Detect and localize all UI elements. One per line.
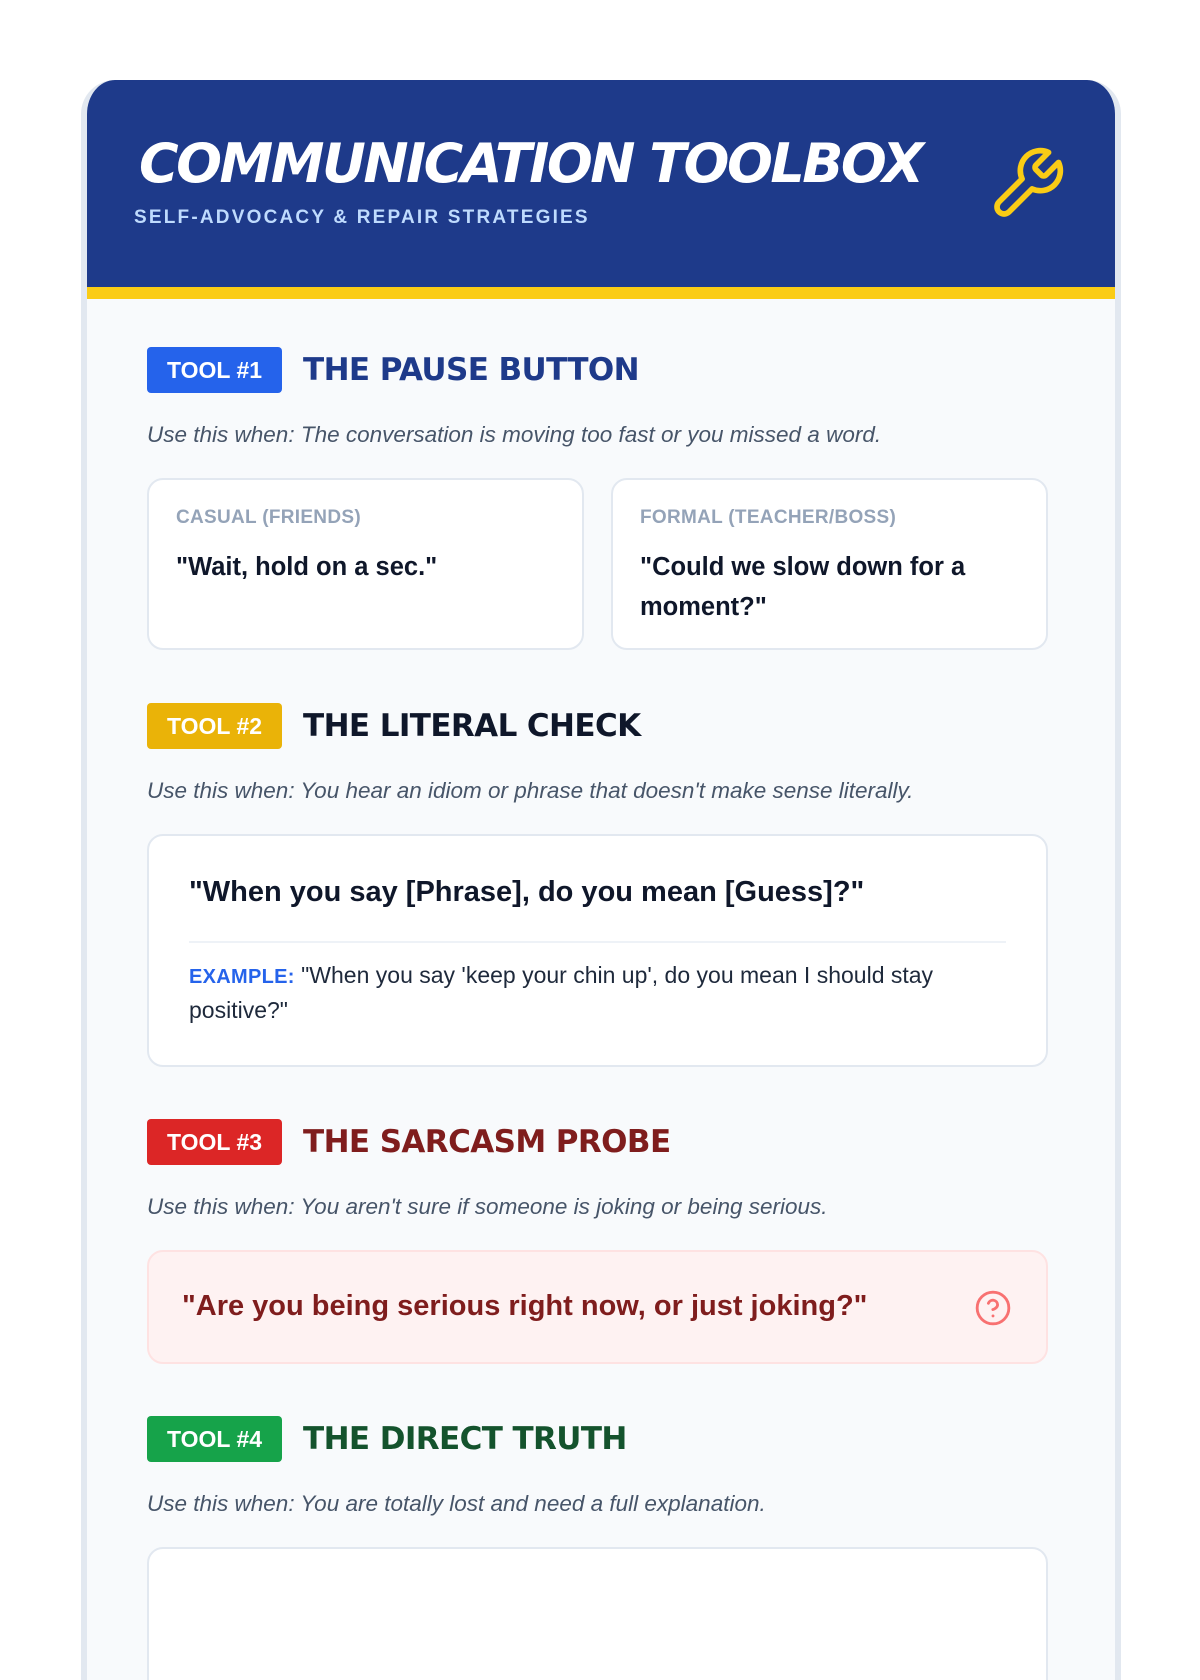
casual-phrase: "Wait, hold on a sec.": [176, 553, 438, 581]
divider: [189, 941, 1006, 943]
formal-phrase: "Could we slow down for a moment?": [640, 553, 966, 621]
tool-3-use-when: Use this when: You aren't sure if someone is joking or being serious.: [147, 1194, 828, 1219]
tool-3-card: [147, 1250, 1048, 1364]
header: [81, 80, 1121, 299]
tool-1-title: THE PAUSE BUTTON: [303, 352, 639, 388]
page-subtitle: SELF-ADVOCACY & REPAIR STRATEGIES: [134, 207, 590, 228]
tool-3-badge: TOOL #3: [147, 1119, 282, 1165]
tool-2-title: THE LITERAL CHECK: [303, 708, 641, 744]
tool-1-casual-card: [147, 478, 584, 650]
casual-label: CASUAL (FRIENDS): [176, 507, 361, 528]
tool-4-header: [147, 1416, 627, 1462]
formal-label: FORMAL (TEACHER/BOSS): [640, 507, 897, 528]
page-title: COMMUNICATION TOOLBOX: [139, 132, 922, 195]
tool-2-header: [147, 703, 641, 749]
tool-4-use-when: Use this when: You are totally lost and need a full explanation.: [147, 1491, 766, 1516]
tool-4-card: [147, 1547, 1048, 1680]
tool-1-use-when: Use this when: The conversation is moving too fast or you missed a word.: [147, 422, 882, 447]
example-text-block: [189, 959, 986, 1027]
literal-check-phrase: "When you say [Phrase], do you mean [Guess]?": [189, 876, 865, 908]
tool-1-header: [147, 347, 639, 393]
wrench-icon: [987, 144, 1067, 224]
tool-2-badge: TOOL #2: [147, 703, 282, 749]
question-circle-icon: [974, 1289, 1012, 1327]
example-text: "When you say 'keep your chin up', do you mean I should stay positive?": [189, 962, 934, 1023]
tool-3-header: [147, 1119, 671, 1165]
tool-1-formal-card: [611, 478, 1048, 650]
tool-1-badge: TOOL #1: [147, 347, 282, 393]
toolbox-card: [81, 80, 1121, 1680]
tool-4-badge: TOOL #4: [147, 1416, 282, 1462]
tool-4-title: THE DIRECT TRUTH: [303, 1421, 627, 1457]
sarcasm-probe-phrase: "Are you being serious right now, or just joking?": [182, 1290, 868, 1322]
example-label: EXAMPLE:: [189, 966, 295, 988]
tool-2-card: [147, 834, 1048, 1067]
tool-2-use-when: Use this when: You hear an idiom or phrase that doesn't make sense literally.: [147, 778, 914, 803]
tool-3-title: THE SARCASM PROBE: [303, 1124, 671, 1160]
